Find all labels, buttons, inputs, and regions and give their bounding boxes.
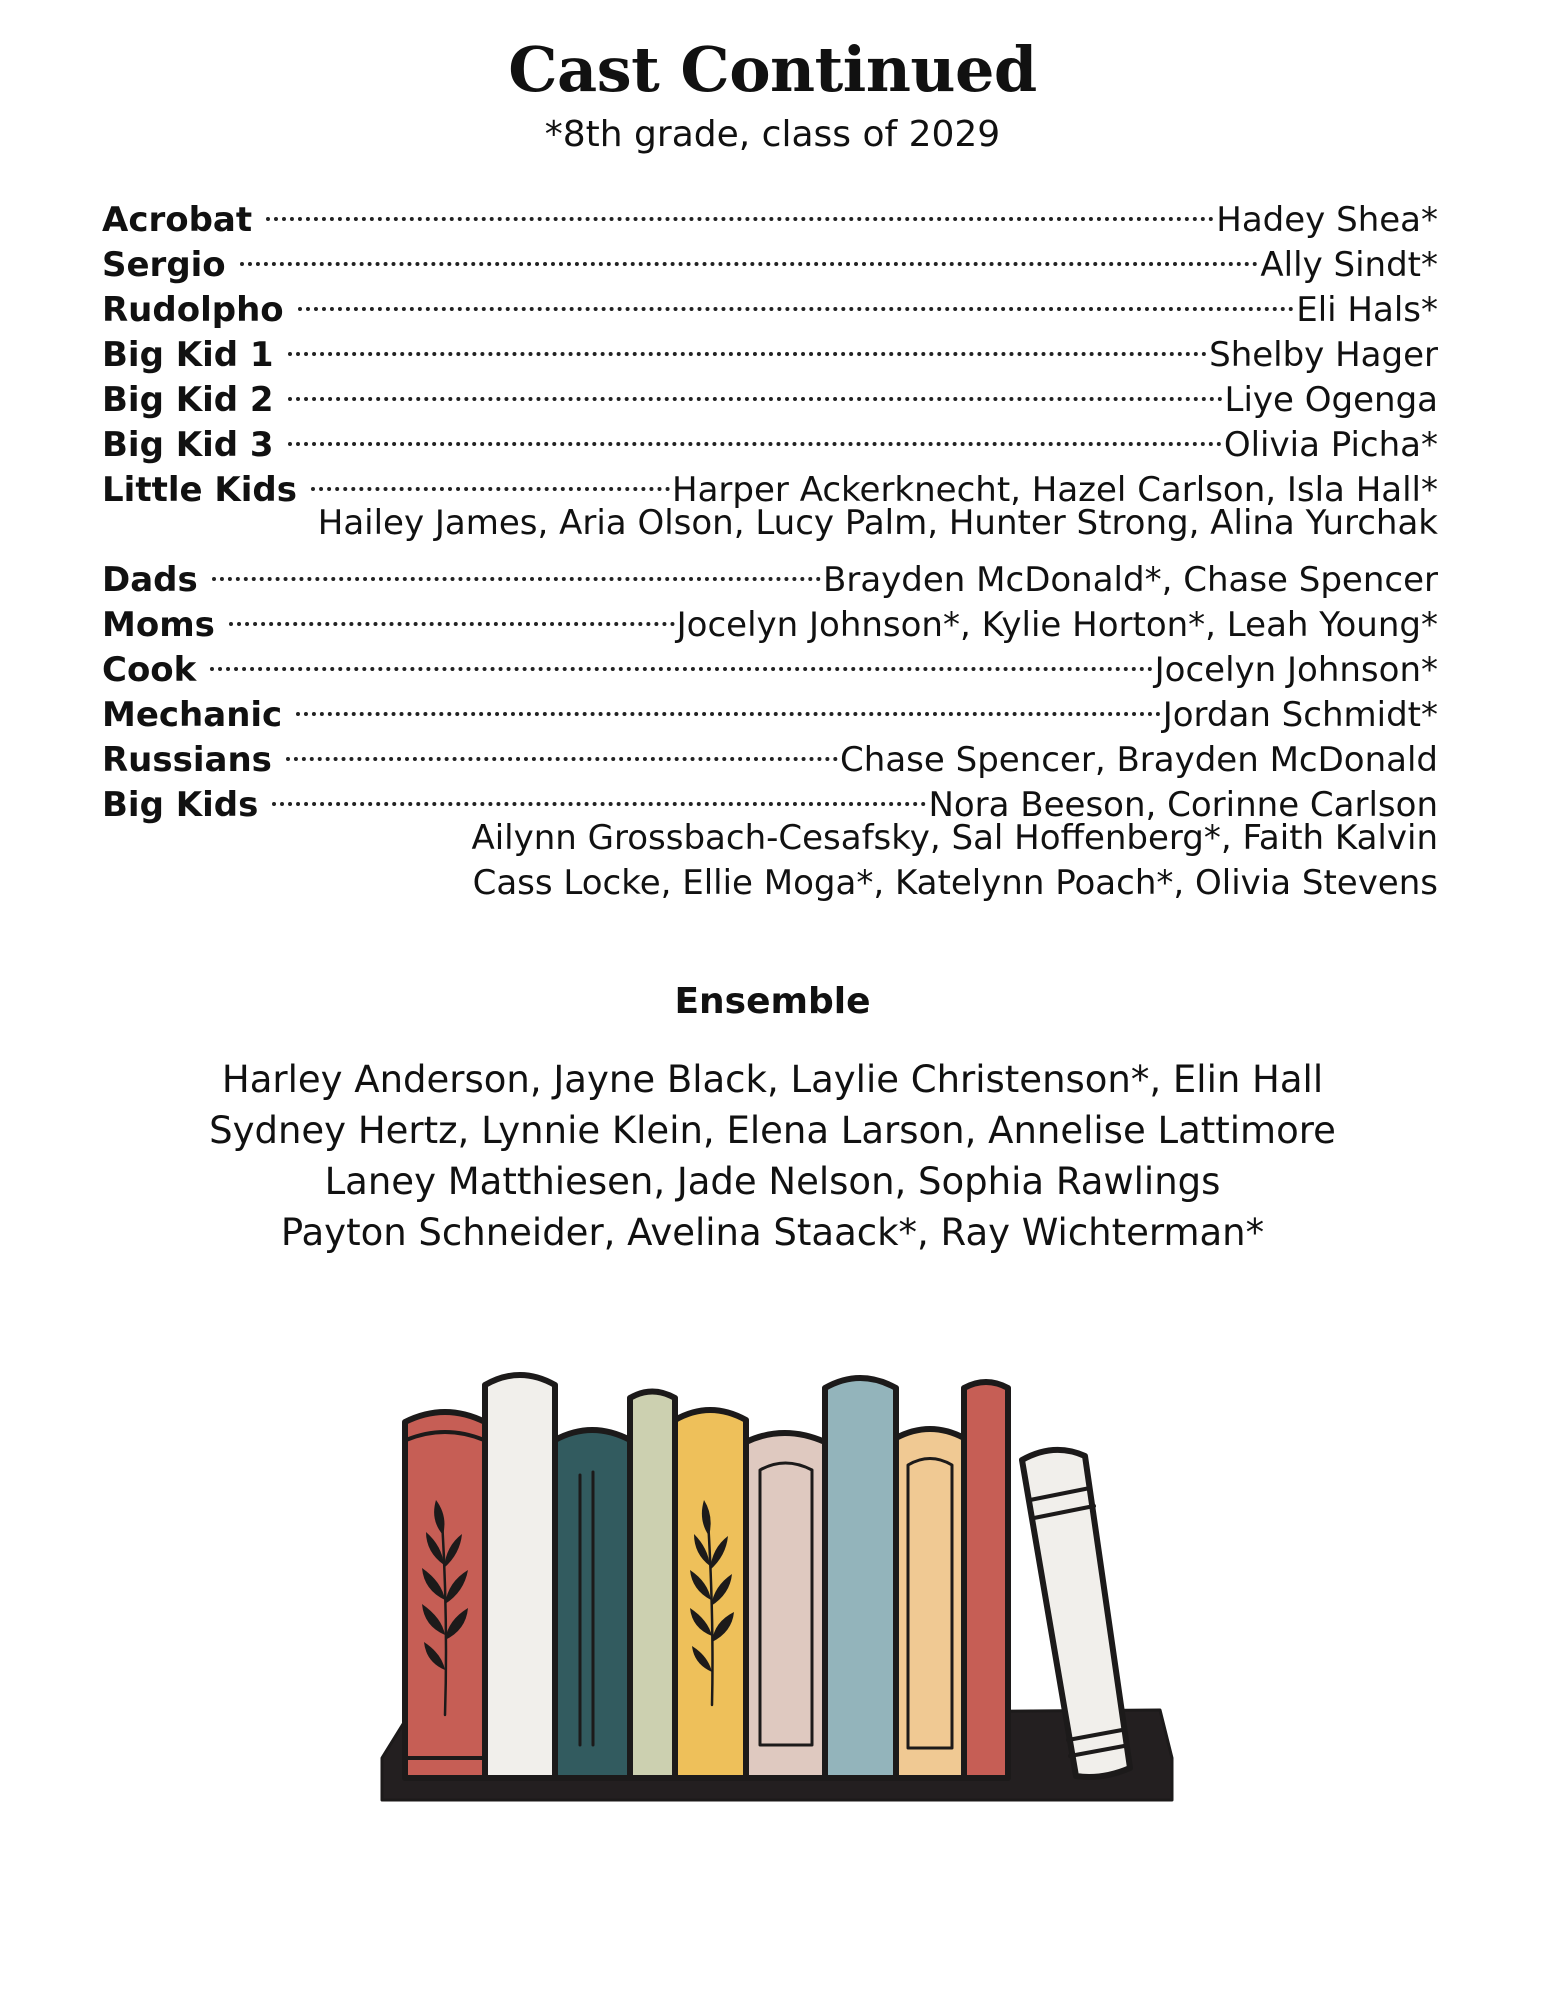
actor-names: Shelby Hager [1209, 335, 1438, 375]
ensemble-line: Payton Schneider, Avelina Staack*, Ray Wichterman* [280, 1211, 1265, 1254]
ensemble-heading: Ensemble [674, 981, 871, 1022]
role-name: Cook [102, 650, 197, 690]
actor-names: Jocelyn Johnson* [1154, 650, 1438, 690]
actor-names: Eli Hals* [1296, 290, 1438, 330]
cast-row [102, 546, 1438, 600]
book-white [485, 1375, 555, 1778]
role-name: Big Kid 1 [102, 335, 274, 375]
role-name: Mechanic [102, 695, 283, 735]
actor-names: Jocelyn Johnson*, Kylie Horton*, Leah Young* [676, 605, 1438, 645]
dot-leader [210, 636, 1152, 681]
actor-names: Chase Spencer, Brayden McDonald [840, 740, 1438, 780]
dot-leader [229, 591, 675, 636]
actor-names: Olivia Picha* [1223, 425, 1438, 465]
actor-names-continued: Cass Locke, Ellie Moga*, Katelynn Poach*, Olivia Stevens [472, 863, 1438, 903]
cast-row [102, 276, 1438, 330]
ensemble-list [0, 1054, 1545, 1258]
book-red [964, 1382, 1008, 1778]
role-name: Rudolpho [102, 290, 284, 330]
role-name: Dads [102, 560, 198, 600]
dot-leader [272, 771, 926, 816]
role-name: Acrobat [102, 200, 253, 240]
role-name: Russians [102, 740, 272, 780]
actor-names: Liye Ogenga [1224, 380, 1438, 420]
book-peach [896, 1429, 964, 1778]
ensemble-line: Sydney Hertz, Lynnie Klein, Elena Larson, Annelise Lattimore [209, 1109, 1336, 1152]
book-sage [630, 1392, 675, 1779]
actor-names: Hadey Shea* [1216, 200, 1438, 240]
role-name: Sergio [102, 245, 226, 285]
page-title: Cast Continued [508, 33, 1037, 106]
role-name: Big Kid 2 [102, 380, 274, 420]
dot-leader [212, 546, 821, 591]
dot-leader [266, 186, 1214, 231]
book-blue [825, 1378, 896, 1778]
dot-leader [240, 231, 1259, 276]
actor-names: Ally Sindt* [1260, 245, 1438, 285]
actor-names: Brayden McDonald*, Chase Spencer [823, 560, 1438, 600]
role-name: Big Kids [102, 785, 259, 825]
dot-leader [286, 726, 838, 771]
dot-leader [296, 681, 1160, 726]
ensemble-line: Harley Anderson, Jayne Black, Laylie Christenson*, Elin Hall [221, 1058, 1324, 1101]
cast-row [102, 231, 1438, 285]
cast-row [102, 186, 1438, 240]
dot-leader [298, 276, 1295, 321]
cast-list [102, 186, 1438, 906]
dot-leader [288, 366, 1223, 411]
dot-leader [288, 321, 1208, 366]
actor-names-continued: Ailynn Grossbach-Cesafsky, Sal Hoffenberg*, Faith Kalvin [471, 818, 1438, 858]
bookshelf-illustration [350, 1360, 1190, 1810]
actor-names: Jordan Schmidt* [1162, 695, 1438, 735]
actor-names: Nora Beeson, Corinne Carlson [928, 785, 1438, 825]
actor-names-continued: Hailey James, Aria Olson, Lucy Palm, Hunter Strong, Alina Yurchak [317, 503, 1438, 543]
role-name: Big Kid 3 [102, 425, 274, 465]
role-name: Little Kids [102, 470, 297, 510]
ensemble-line: Laney Matthiesen, Jade Nelson, Sophia Rawlings [324, 1160, 1221, 1203]
actor-names: Harper Ackerknecht, Hazel Carlson, Isla Hall* [672, 470, 1438, 510]
role-name: Moms [102, 605, 215, 645]
page-subtitle: *8th grade, class of 2029 [544, 114, 1001, 155]
dot-leader [288, 411, 1222, 456]
cast-row [102, 321, 1438, 375]
dot-leader [311, 456, 670, 501]
